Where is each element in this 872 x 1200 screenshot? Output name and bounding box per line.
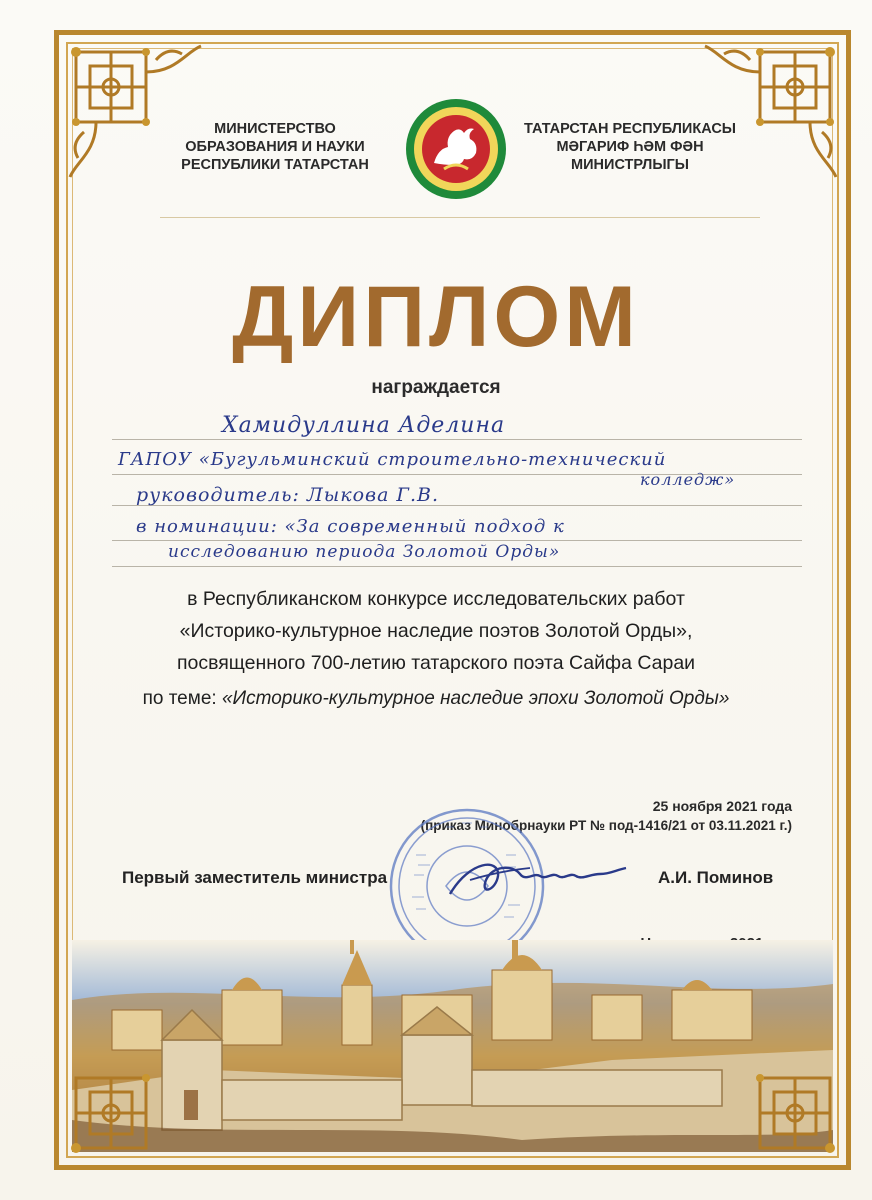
signer-name: А.И. Поминов [658, 868, 774, 887]
order-reference: (приказ Минобрнауки РТ № под-1416/21 от 03.11.2021 г.) [420, 818, 792, 833]
ministry-name-russian: МИНИСТЕРСТВО ОБРАЗОВАНИЯ И НАУКИ РЕСПУБЛИКИ ТАТАРСТАН [181, 121, 369, 173]
awarded-caption: награждается [371, 377, 501, 398]
signer-title: Первый заместитель министра [122, 868, 388, 887]
fill-in-line [112, 439, 802, 440]
ministry-name-tatar: ТАТАРСТАН РЕСПУБЛИКАСЫ МӘГАРИФ ҺӘМ ФӘН МИНИСТРЛЫГЫ [524, 121, 736, 173]
signature [440, 850, 640, 910]
diploma-title: ДИПЛОМ [232, 269, 640, 365]
nomination-line-1: в номинации: «За современный подход к [136, 516, 565, 537]
corner-ornament [56, 1018, 206, 1168]
nomination-line-2: исследованию периода Золотой Орды» [168, 542, 561, 562]
topic-label: по теме: [142, 688, 222, 709]
recipient-name: Хамидуллина Аделина [222, 413, 506, 438]
fill-in-line [112, 566, 802, 567]
corner-ornament [700, 1018, 850, 1168]
institution-line-2: колледж» [640, 470, 736, 489]
fill-in-line [112, 540, 802, 541]
supervisor-line: руководитель: Лыкова Г.В. [136, 484, 440, 506]
header-divider [160, 217, 760, 218]
award-date: 25 ноября 2021 года [652, 798, 792, 814]
institution-line-1: ГАПОУ «Бугульминский строительно-технический [118, 449, 667, 470]
contest-description: в Республиканском конкурсе исследовательских работ «Историко-культурное наследие поэтов Золотой Орды», посвященного 700-летию татарского поэта Сайфа Сараи [176, 588, 696, 674]
tatarstan-emblem-icon [404, 97, 508, 201]
topic-line [0, 688, 872, 710]
topic-value: «Историко-культурное наследие эпохи Золотой Орды» [221, 688, 730, 709]
